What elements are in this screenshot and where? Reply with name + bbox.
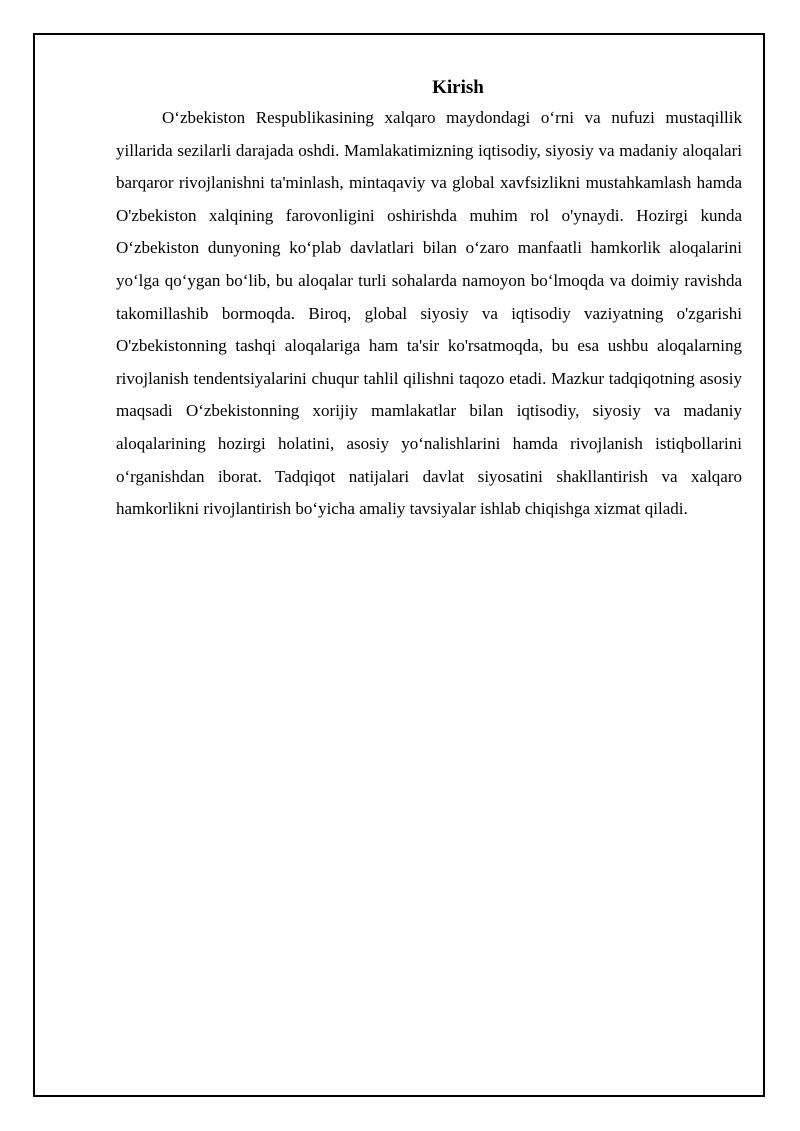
section-title: Kirish <box>432 77 484 98</box>
document-body <box>116 74 742 526</box>
intro-paragraph: O‘zbekiston Respublikasining xalqaro maydondagi o‘rni va nufuzi mustaqillik yillarida sezilarli darajada oshdi. Mamlakatimizning iqtisodiy, siyosiy va madaniy aloqalari barqaror rivojlanishni ta'minlash, mintaqaviy va global xavfsizlikni mustahkamlash hamda O'zbekiston xalqining farovonligini oshirishda muhim rol o'ynaydi. Hozirgi kunda O‘zbekiston dunyoning ko‘plab davlatlari bilan o‘zaro manfaatli hamkorlik aloqalarini yo‘lga qo‘ygan bo‘lib, bu aloqalar turli sohalarda namoyon bo‘lmoqda va doimiy ravishda takomillashib bormoqda. Biroq, global siyosiy va iqtisodiy vaziyatning o'zgarishi O'zbekistonning tashqi aloqalariga ham ta'sir ko'rsatmoqda, bu esa ushbu aloqalarning rivojlanish tendentsiyalarini chuqur tahlil qilishni taqozo etadi. Mazkur tadqiqotning asosiy maqsadi O‘zbekistonning xorijiy mamlakatlar bilan iqtisodiy, siyosiy va madaniy aloqalarining hozirgi holatini, asosiy yo‘nalishlarini hamda rivojlanish istiqbollarini o‘rganishdan iborat. Tadqiqot natijalari davlat siyosatini shakllantirish va xalqaro hamkorlikni rivojlantirish bo‘yicha amaliy tavsiyalar ishlab chiqishga xizmat qiladi. <box>116 108 742 519</box>
